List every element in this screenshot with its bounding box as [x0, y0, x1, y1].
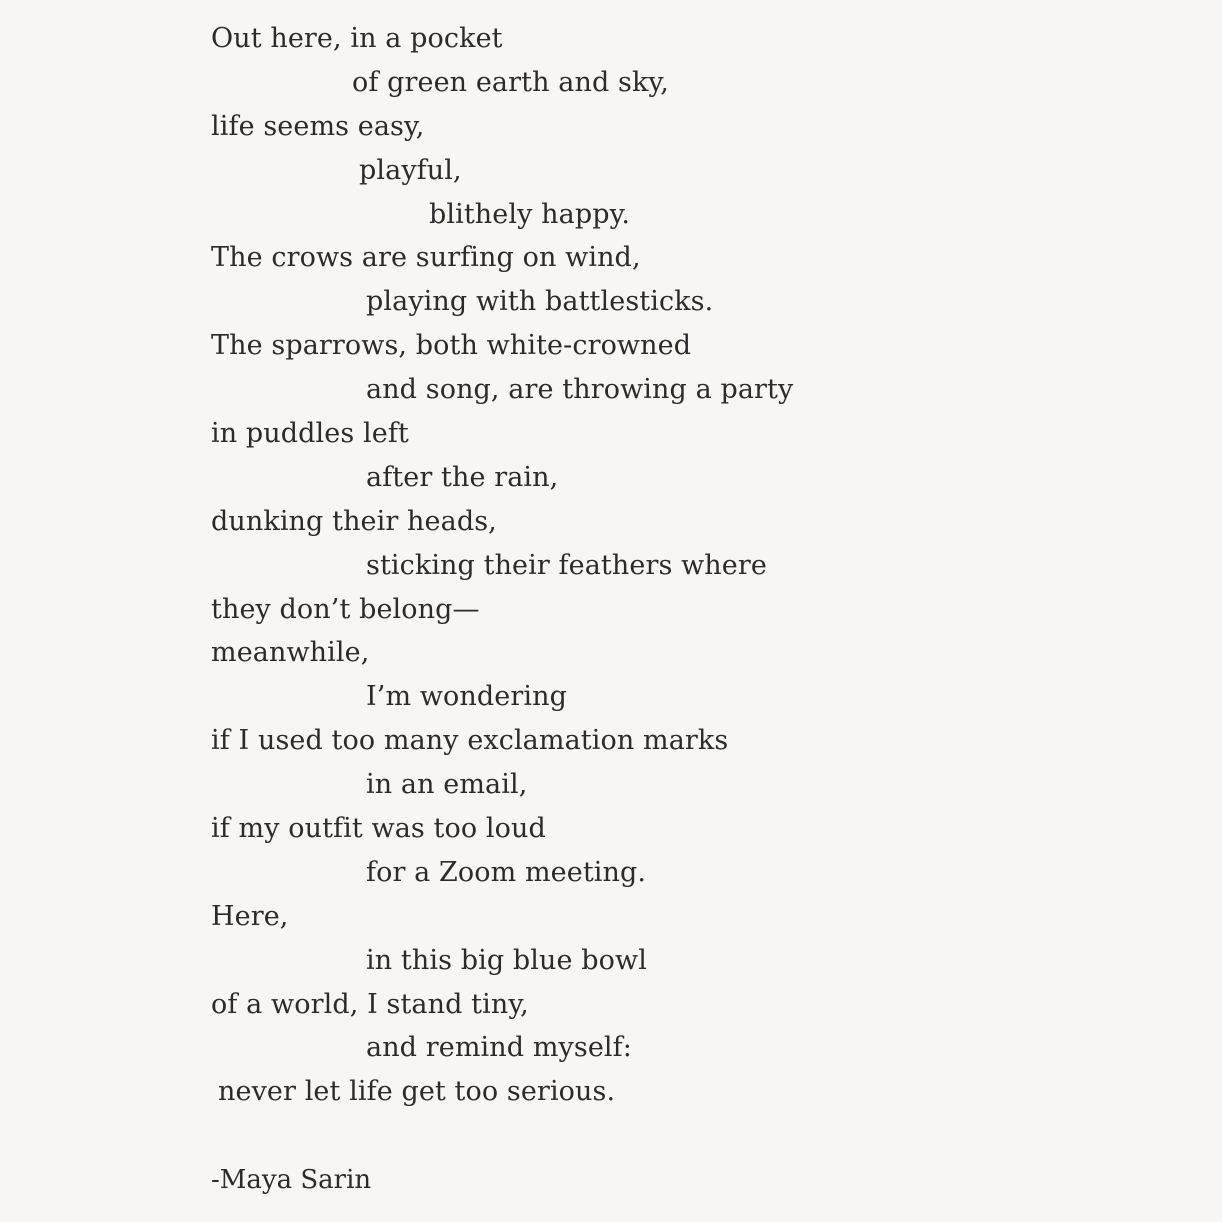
poem-line: and remind myself: [366, 1032, 632, 1064]
poem-line: after the rain, [366, 461, 559, 493]
poem-line: if my outfit was too loud [211, 813, 546, 845]
poem-body [211, 17, 793, 1114]
poem-line: playing with battlesticks. [366, 286, 714, 318]
poem-line: in puddles left [211, 418, 409, 450]
poem-line: The crows are surfing on wind, [211, 242, 641, 274]
author-signature: -Maya Sarin [211, 1165, 372, 1195]
poem-line: I’m wondering [366, 681, 567, 713]
poem-line: of green earth and sky, [352, 66, 669, 98]
poem-line: they don’t belong— [211, 593, 480, 625]
poem-line: never let life get too serious. [218, 1076, 616, 1108]
poem-line: of a world, I stand tiny, [211, 988, 529, 1020]
poem-line: if I used too many exclamation marks [211, 725, 729, 757]
poem-line: life seems easy, [211, 110, 425, 142]
poem-line: in this big blue bowl [366, 944, 647, 976]
poem-line: dunking their heads, [211, 505, 497, 537]
poem-line: blithely happy. [429, 198, 631, 230]
poem-line: meanwhile, [211, 637, 370, 669]
poem-line: in an email, [366, 769, 528, 801]
poem-line: and song, are throwing a party [366, 374, 794, 406]
poem-line: sticking their feathers where [366, 549, 767, 581]
poem-line: Here, [211, 900, 289, 932]
poem-line: Out here, in a pocket [211, 23, 503, 54]
poem-line: for a Zoom meeting. [366, 856, 647, 888]
poem-line: playful, [359, 154, 462, 186]
poem-line: The sparrows, both white-crowned [211, 330, 692, 362]
